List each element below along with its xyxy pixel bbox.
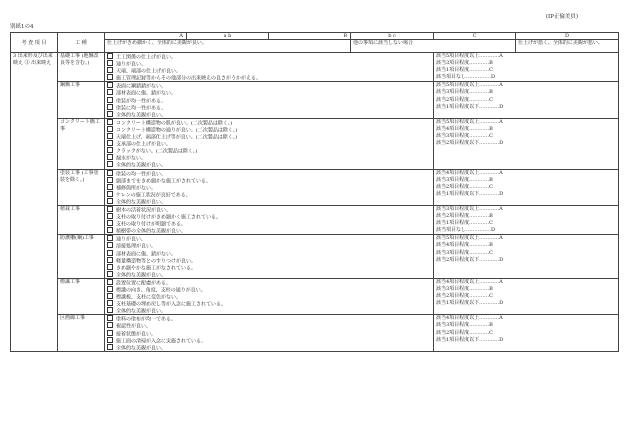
checklist-item — [107, 184, 431, 191]
checklist-item — [107, 235, 431, 242]
evaluation-line: 該当1項目程度以下…………D — [436, 190, 504, 197]
checkbox-icon[interactable] — [107, 191, 113, 197]
checklist-item — [107, 315, 431, 322]
checklist-item — [107, 271, 431, 278]
checkbox-icon[interactable] — [107, 82, 113, 88]
criteria-D: 仕上げが悪く、全体的に美観が悪い。 — [516, 40, 619, 53]
section-row — [11, 82, 619, 118]
checkbox-icon[interactable] — [107, 235, 113, 241]
checklist-item — [107, 198, 431, 205]
checkbox-icon[interactable] — [107, 97, 113, 103]
document-note: (IP正倫美員) — [545, 14, 578, 20]
work-type-name: 標識工事 — [58, 278, 105, 314]
evaluation-line: 該当1項目程度以下…………D — [436, 300, 504, 307]
checklist-item — [107, 97, 431, 104]
checkbox-icon[interactable] — [107, 104, 113, 110]
evaluation-line: 該当2項目程度…………C — [436, 293, 494, 300]
evaluation-line: 該当3項目程度…………B — [436, 322, 493, 329]
checklist-item — [107, 67, 431, 74]
checkbox-icon[interactable] — [107, 307, 113, 313]
checkbox-icon[interactable] — [107, 53, 113, 59]
evaluation-line: 該当項目なし……………D — [436, 74, 496, 81]
evaluation-line: 該当4項目程度以上…………A — [436, 315, 503, 322]
checklist-item-text: 塗装の均一性が良い。 — [116, 171, 167, 177]
evaluation-line: 該当5項目程度以上…………A — [436, 82, 503, 89]
checklist-item-text: コンクリート構造物の肌が良い。(二次製品は除く。) — [116, 120, 233, 127]
checklist-item-text: コンクリート構造物の通りが良い。(二次製品は除く。) — [116, 127, 238, 134]
evaluation-line: 該当4項目程度…………B — [436, 242, 493, 249]
checkbox-icon[interactable] — [107, 184, 113, 190]
grade-ab: a b — [187, 33, 269, 40]
checklist-item-text: 補修箇所がない。 — [116, 185, 157, 192]
checklist — [105, 235, 434, 279]
checklist-item-text: 軽量構造物等とのすりつけが良い。 — [116, 258, 197, 265]
evaluation-scale — [434, 278, 619, 314]
checkbox-icon[interactable] — [107, 286, 113, 292]
checkbox-icon[interactable] — [107, 67, 113, 73]
work-type-name: 区画線工事 — [58, 315, 105, 351]
evaluation-table — [10, 32, 619, 352]
checkbox-icon[interactable] — [107, 154, 113, 160]
checkbox-icon[interactable] — [107, 344, 113, 350]
checkbox-icon[interactable] — [107, 250, 113, 256]
checkbox-icon[interactable] — [107, 140, 113, 146]
grade-header-row — [11, 33, 619, 40]
work-type-name: 基礎工事 (地盤改良等を含む。) — [58, 53, 105, 82]
checklist-item-text: 視認性が良い。 — [116, 323, 152, 330]
checkbox-icon[interactable] — [107, 337, 113, 343]
work-type-name: 塗装工事 (工事塗装を除く。) — [58, 169, 105, 205]
checkbox-icon[interactable] — [107, 271, 113, 277]
evaluation-line: 該当2項目程度…………B — [436, 213, 493, 220]
checkbox-icon[interactable] — [107, 293, 113, 299]
checklist-item-text: 部材表面に傷、錆がない。 — [116, 251, 177, 258]
checklist-item-text: 支柱の取り付けが明細である。 — [116, 221, 187, 228]
work-type-name: コンクリート橋工事 — [58, 118, 105, 169]
checklist-item — [107, 104, 431, 111]
criteria-C: 他の事項に該当しない場合 — [351, 40, 516, 53]
evaluation-line: 該当2項目程度…………C — [436, 96, 494, 103]
evaluation-line: 該当5項目程度以上…………A — [436, 53, 503, 59]
evaluation-line: 該当2項目程度…………C — [436, 329, 494, 336]
checklist-item — [107, 170, 431, 177]
checklist-item — [107, 220, 431, 227]
evaluation-line: 該当4項目程度以上…………A — [436, 278, 503, 285]
checklist-item-text: 通りが良い。 — [116, 61, 147, 68]
checkbox-icon[interactable] — [107, 126, 113, 132]
evaluation-scale — [434, 205, 619, 234]
checklist — [105, 315, 434, 351]
evaluation-line: 該当1項目程度…………C — [436, 67, 494, 74]
evaluation-line: 該当5項目程度以上…………A — [436, 235, 503, 242]
section-row — [11, 205, 619, 234]
evaluation-line: 該当3項目程度…………C — [436, 133, 494, 140]
evaluation-line: 該当3項目程度…………B — [436, 60, 493, 67]
evaluation-line: 該当3項目程度…………C — [436, 249, 494, 256]
evaluation-line: 該当4項目程度…………B — [436, 125, 493, 132]
checklist-item-text: クラックがない。(二次製品は除く。) — [116, 148, 198, 155]
checklist-item-text: 施工管理記録等からその他部分の出来映えの良さがうかがえる。 — [116, 75, 262, 82]
evaluation-line: 該当3項目程度…………B — [436, 286, 493, 292]
checklist-item — [107, 161, 431, 168]
checklist-item — [107, 279, 431, 286]
checklist-item — [107, 213, 431, 220]
checklist — [105, 278, 434, 314]
checkbox-icon[interactable] — [107, 133, 113, 139]
checklist-item-text: 支柱基礎の埋め戻し等が入念に施工されている。 — [116, 301, 227, 308]
category-header: 考 査 項 目 — [11, 33, 58, 53]
checkbox-icon[interactable] — [107, 147, 113, 153]
checkbox-icon[interactable] — [107, 177, 113, 183]
checklist-item — [107, 53, 431, 60]
evaluation-line: 該当3項目程度以上…………A — [436, 205, 503, 212]
checklist-item — [107, 147, 431, 154]
checklist-item-text: 通りが良い。 — [116, 236, 147, 243]
grade-bc: b c — [351, 33, 434, 40]
checklist-item-text: 細部までをきめ細かな施工がされている。 — [116, 178, 212, 185]
checklist-item — [107, 89, 431, 96]
checklist-item-text: 塗料の塗布が均一である。 — [116, 316, 177, 323]
evaluation-scale — [434, 82, 619, 118]
checklist-item-text: 全体的な美観が良い。 — [116, 308, 167, 315]
checklist-item-text: 全体的な美観が良い。 — [116, 162, 167, 169]
checklist-item-text: ケレンの施工状況が良好である。 — [116, 192, 191, 199]
checkbox-icon[interactable] — [107, 257, 113, 263]
checklist-item — [107, 154, 431, 161]
evaluation-scale — [434, 315, 619, 351]
checklist-item — [107, 133, 431, 140]
evaluation-line: 該当1項目程度以下…………D — [436, 336, 504, 343]
checklist-item-text: 全体的な美観が良い。 — [116, 345, 167, 352]
checklist-item — [107, 300, 431, 307]
checklist-item — [107, 60, 431, 67]
work-type-name: 防護柵(鋼)工事 — [58, 235, 105, 279]
section-row — [11, 278, 619, 314]
grade-A: A — [105, 33, 187, 40]
checklist-item — [107, 250, 431, 257]
evaluation-line: 該当項目なし……………D — [436, 227, 496, 234]
evaluation-line: 該当3項目程度…………B — [436, 176, 493, 183]
checkbox-icon[interactable] — [107, 220, 113, 226]
checklist-item-text: 支承部の仕上げが良い。 — [116, 141, 172, 148]
checklist — [105, 82, 434, 118]
evaluation-line: 該当2項目程度以下…………D — [436, 140, 504, 147]
section-row — [11, 53, 619, 82]
checkbox-icon[interactable] — [107, 170, 113, 176]
checklist-item — [107, 322, 431, 329]
grade-B: B — [269, 33, 351, 40]
checklist-item — [107, 307, 431, 314]
checklist-item — [107, 82, 431, 89]
checkbox-icon[interactable] — [107, 330, 113, 336]
checklist-item-text: 表面に鋼錆錆がない。 — [116, 83, 167, 90]
evaluation-line: 該当2項目程度…………C — [436, 183, 494, 190]
checkbox-icon[interactable] — [107, 300, 113, 306]
grade-C: C — [434, 33, 516, 40]
checkbox-icon[interactable] — [107, 198, 113, 204]
checklist-item — [107, 293, 431, 300]
checklist-item-text: 設置位置に配慮がある。 — [116, 280, 172, 287]
grade-D: D — [516, 33, 619, 40]
evaluation-line: 該当1項目程度…………C — [436, 220, 494, 227]
checklist-item — [107, 177, 431, 184]
checklist-item — [107, 286, 431, 293]
checkbox-icon[interactable] — [107, 206, 113, 212]
checklist-item — [107, 206, 431, 213]
checklist — [105, 53, 434, 82]
checklist-item-text: 漏水がない。 — [116, 155, 147, 162]
checkbox-icon[interactable] — [107, 89, 113, 95]
evaluation-scale — [434, 118, 619, 169]
checklist-item-text: 天端仕上げ、端部仕上げ等が良い。(二次製品は除く。) — [116, 134, 238, 141]
checkbox-icon[interactable] — [107, 315, 113, 321]
checklist-item-text: 全体的な美観が良い。 — [116, 199, 167, 206]
evaluation-scale — [434, 53, 619, 82]
checklist-item-text: 施工面の清掃が入念に実施されている。 — [116, 338, 207, 345]
checklist-item — [107, 227, 431, 234]
checklist-item — [107, 74, 431, 81]
checkbox-icon[interactable] — [107, 264, 113, 270]
work-type-name: 植栽工事 — [58, 205, 105, 234]
checklist-item-text: 樹木の活着状況が良い。 — [116, 207, 172, 214]
evaluation-line: 該当3項目程度…………B — [436, 89, 493, 96]
checkbox-icon[interactable] — [107, 242, 113, 248]
checklist-item-text: 溶接処理が良い。 — [116, 243, 157, 250]
evaluation-line: 該当1項目程度以下…………D — [436, 103, 504, 110]
checklist-item — [107, 257, 431, 264]
checklist-item — [107, 119, 431, 126]
work-header: 工 種 — [58, 33, 105, 53]
category-label: 3 出来形及び出来映え ③ 出来映え — [11, 53, 58, 352]
section-row — [11, 118, 619, 169]
checklist-item-text: 土工関係の仕上げが良い。 — [116, 54, 177, 61]
checkbox-icon[interactable] — [107, 213, 113, 219]
checkbox-icon[interactable] — [107, 322, 113, 328]
checkbox-icon[interactable] — [107, 74, 113, 80]
checklist-item — [107, 337, 431, 344]
checklist-item-text: 支柱の取り付けがきめ細かく施工されている。 — [116, 214, 222, 221]
checklist-item-text: 部材表面に傷、錆がない。 — [116, 90, 177, 97]
evaluation-line: 該当4項目程度以上…………A — [436, 169, 503, 176]
checklist-item — [107, 242, 431, 249]
checkbox-icon[interactable] — [107, 161, 113, 167]
checklist-item — [107, 330, 431, 337]
checklist-item — [107, 126, 431, 133]
checklist-item-text: 植樹帯の全体的な美観が良い。 — [116, 228, 187, 235]
checklist — [105, 169, 434, 205]
section-row — [11, 235, 619, 279]
document-label: 別紙1の4 — [10, 24, 34, 30]
work-type-name: 鋼橋工事 — [58, 82, 105, 118]
evaluation-scale — [434, 235, 619, 279]
checklist-item-text: 塗装に均一性がある。 — [116, 105, 167, 112]
evaluation-line: 該当2項目程度以下…………D — [436, 256, 504, 263]
checkbox-icon[interactable] — [107, 227, 113, 233]
checklist-item-text: 全体的な美観が良い。 — [116, 272, 167, 279]
checkbox-icon[interactable] — [107, 279, 113, 285]
checklist-item — [107, 344, 431, 351]
checklist-item — [107, 191, 431, 198]
checklist — [105, 118, 434, 169]
checklist-item-text: きめ細やかな施工がなされている。 — [116, 265, 197, 272]
checklist-item — [107, 140, 431, 147]
checklist-item-text: 標識板、支柱に変色がない。 — [116, 294, 182, 301]
checklist-item-text: 接着状態が良い。 — [116, 331, 157, 338]
checklist-item — [107, 264, 431, 271]
section-row — [11, 315, 619, 351]
checklist-item-text: 塗装が均一性がある。 — [116, 98, 167, 105]
checklist — [105, 205, 434, 234]
checklist-item — [107, 111, 431, 118]
checkbox-icon[interactable] — [107, 111, 113, 117]
criteria-A: 仕上げがきめ細かく、全体的に美観が良い。 — [105, 40, 351, 53]
section-row — [11, 169, 619, 205]
checkbox-icon[interactable] — [107, 60, 113, 66]
checklist-item-text: 天端、端部の仕上げが良い。 — [116, 68, 182, 75]
checkbox-icon[interactable] — [107, 119, 113, 125]
evaluation-line: 該当5項目程度以上…………A — [436, 118, 503, 125]
evaluation-scale — [434, 169, 619, 205]
checklist-item-text: 全体的な美観が良い。 — [116, 112, 167, 119]
checklist-item-text: 標識の向き、角度、支柱の通りが良い。 — [116, 287, 206, 294]
